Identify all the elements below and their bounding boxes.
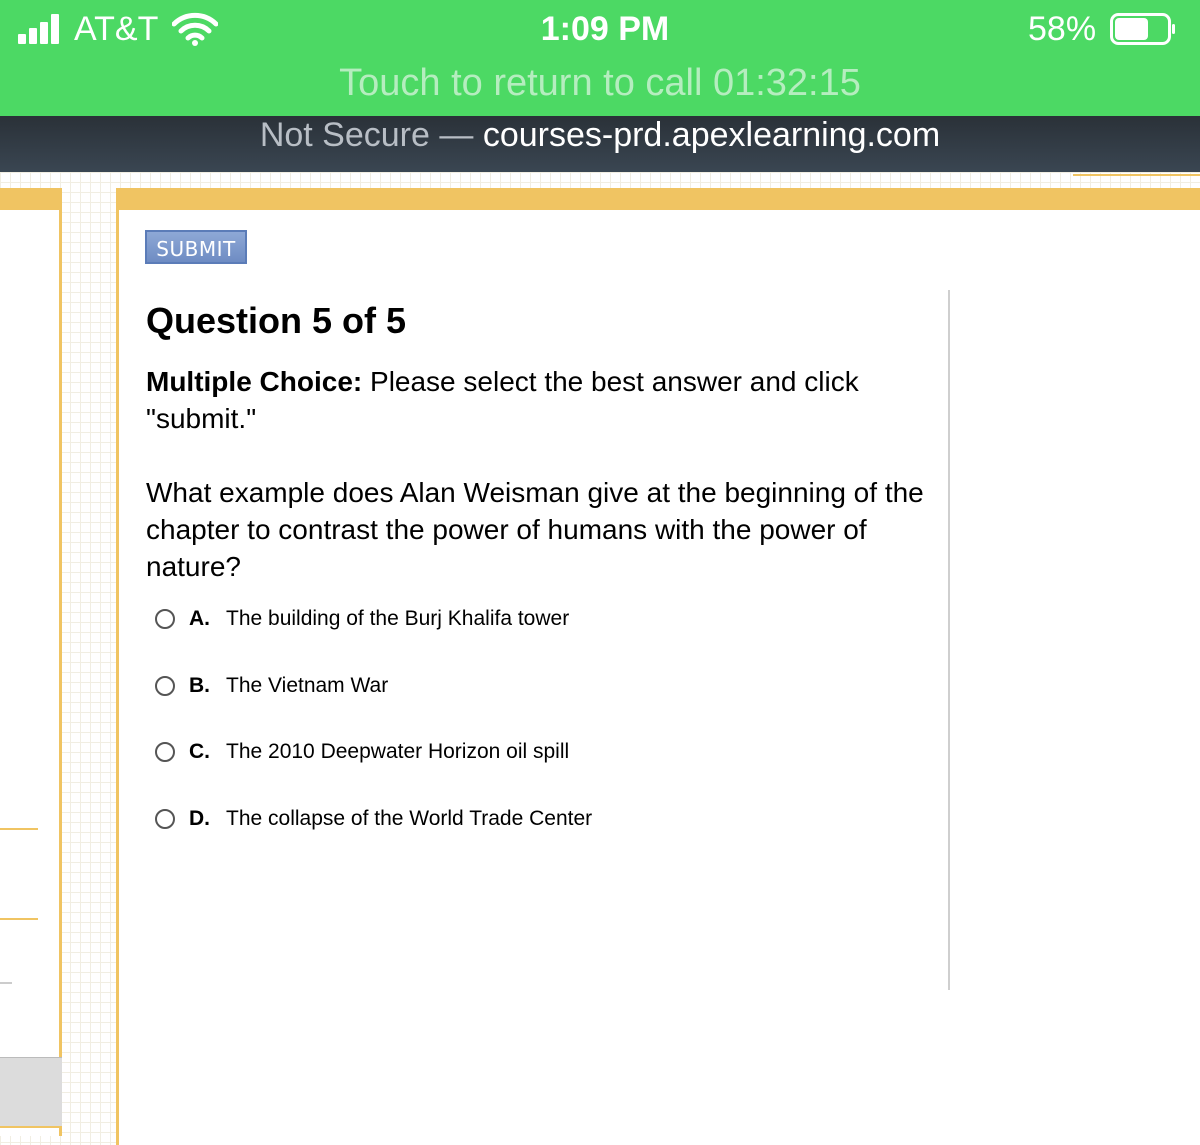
answer-option-d[interactable] bbox=[155, 806, 915, 873]
instructions bbox=[146, 363, 926, 437]
clock: 1:09 PM bbox=[540, 10, 670, 48]
search-underline bbox=[1073, 174, 1200, 176]
radio-button[interactable] bbox=[155, 742, 175, 762]
radio-button[interactable] bbox=[155, 609, 175, 629]
answer-option-b[interactable] bbox=[155, 673, 915, 740]
ios-status-bar bbox=[0, 0, 1200, 116]
radio-button[interactable] bbox=[155, 676, 175, 696]
battery-percentage: 58% bbox=[1028, 10, 1097, 48]
vertical-divider bbox=[948, 290, 950, 990]
battery-icon bbox=[1110, 13, 1176, 45]
question-title: Question 5 of 5 bbox=[146, 300, 407, 341]
answer-letter: A. bbox=[189, 607, 210, 630]
carrier-name: AT&T bbox=[74, 10, 159, 48]
answer-letter: C. bbox=[189, 740, 210, 763]
answer-text[interactable]: The 2010 Deepwater Horizon oil spill bbox=[226, 740, 570, 763]
answer-text[interactable]: The collapse of the World Trade Center bbox=[226, 806, 593, 830]
answer-option-c[interactable] bbox=[155, 739, 915, 806]
course-page bbox=[0, 172, 1200, 1145]
instructions-label: Multiple Choice: bbox=[146, 366, 363, 397]
submit-button[interactable]: SUBMIT bbox=[145, 230, 247, 264]
url-domain: courses-prd.apexlearning.com bbox=[482, 116, 941, 154]
answer-text[interactable]: The Vietnam War bbox=[226, 673, 389, 697]
quiz-panel bbox=[116, 188, 1200, 1145]
panel-rule bbox=[0, 828, 38, 830]
answer-text[interactable]: The building of the Burj Khalifa tower bbox=[226, 607, 570, 630]
left-side-panel bbox=[0, 188, 62, 1136]
panel-rule bbox=[0, 918, 38, 920]
return-to-call-banner[interactable]: Touch to return to call 01:32:15 bbox=[339, 62, 861, 104]
answer-letter: B. bbox=[189, 673, 210, 697]
url-separator: — bbox=[439, 116, 474, 154]
answer-letter: D. bbox=[189, 806, 210, 830]
instructions-text: Please select the best answer and click "submit." bbox=[146, 366, 859, 434]
panel-rule bbox=[0, 982, 12, 984]
address-text bbox=[260, 116, 940, 154]
panel-footer-box bbox=[0, 1057, 62, 1128]
radio-button[interactable] bbox=[155, 809, 175, 829]
answer-list bbox=[155, 606, 915, 872]
not-secure-label: Not Secure bbox=[259, 116, 430, 154]
answer-option-a[interactable] bbox=[155, 606, 915, 673]
browser-address-bar[interactable] bbox=[0, 116, 1200, 172]
question-text: What example does Alan Weisman give at the beginning of the chapter to contrast the power of humans with the power of nature? bbox=[146, 477, 924, 582]
